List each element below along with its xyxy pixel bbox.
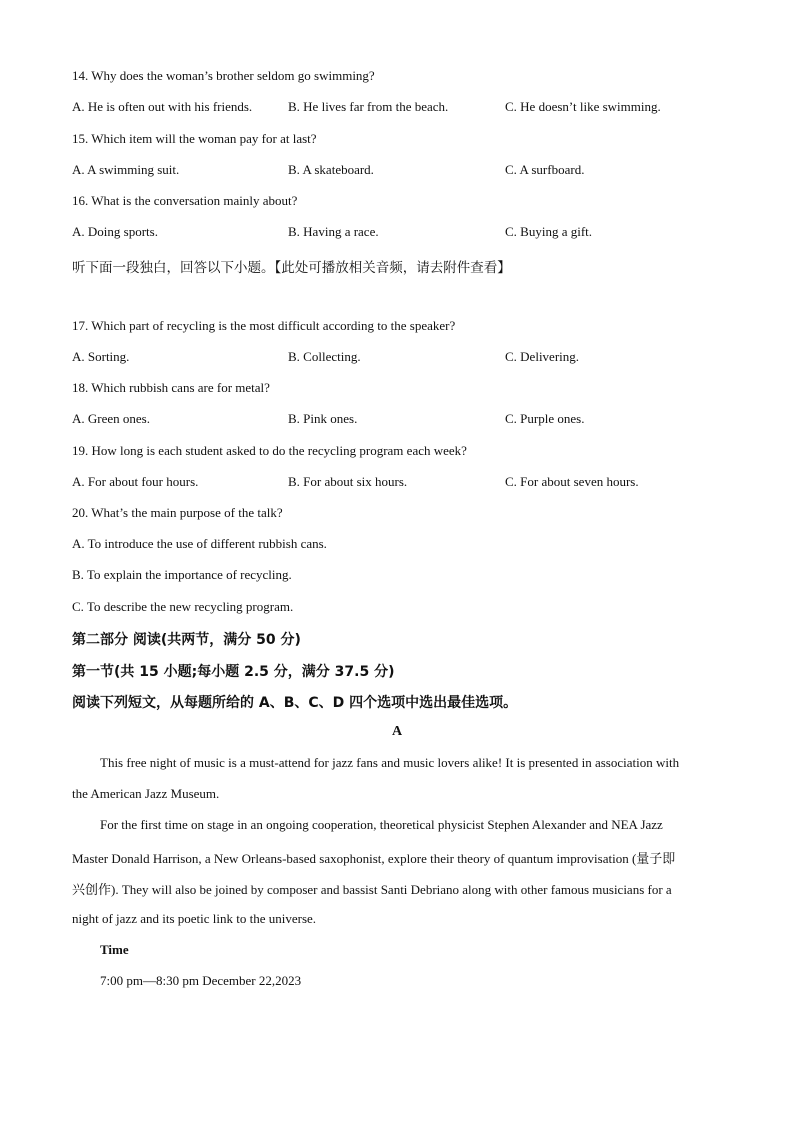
question-18-stem: 18. Which rubbish cans are for metal?: [72, 380, 270, 395]
q14-option-a: A. He is often out with his friends.: [72, 99, 253, 114]
question-20-stem: 20. What’s the main purpose of the talk?: [72, 505, 283, 520]
passage-p2-line4: night of jazz and its poetic link to the universe.: [72, 911, 317, 926]
passage-p2-line1: For the first time on stage in an ongoing cooperation, theoretical physicist Stephen Alexander and NEA Jazz: [100, 817, 663, 832]
q17-option-b: B. Collecting.: [288, 349, 361, 364]
q17-option-a: A. Sorting.: [72, 349, 130, 364]
q17-option-c: C. Delivering.: [505, 349, 580, 364]
q15-option-b: B. A skateboard.: [288, 162, 374, 177]
q18-option-c: C. Purple ones.: [505, 411, 585, 426]
passage-p1-line1: This free night of music is a must-attend for jazz fans and music lovers alike! It is presented in association with: [100, 755, 680, 770]
q20-option-a: A. To introduce the use of different rubbish cans.: [72, 536, 327, 551]
question-15-stem: 15. Which item will the woman pay for at last?: [72, 131, 317, 146]
q19-option-b: B. For about six hours.: [288, 474, 408, 489]
reading-section-title: 第一节(共 15 小题;每小题 2.5 分，满分 37.5 分): [72, 664, 395, 680]
q16-option-b: B. Having a race.: [288, 224, 379, 239]
q20-option-c: C. To describe the new recycling program.: [72, 599, 294, 614]
time-label: Time: [100, 942, 129, 957]
question-16-stem: 16. What is the conversation mainly about?: [72, 193, 298, 208]
q14-option-c: C. He doesn’t like swimming.: [505, 99, 661, 114]
q15-option-c: C. A surfboard.: [505, 162, 585, 177]
passage-p1-line2: the American Jazz Museum.: [72, 786, 220, 801]
reading-part-title: 第二部分 阅读(共两节，满分 50 分): [72, 632, 301, 648]
question-17-stem: 17. Which part of recycling is the most difficult according to the speaker?: [72, 318, 456, 333]
q18-option-a: A. Green ones.: [72, 411, 150, 426]
question-14-stem: 14. Why does the woman’s brother seldom go swimming?: [72, 68, 375, 83]
q18-option-b: B. Pink ones.: [288, 411, 358, 426]
q15-option-a: A. A swimming suit.: [72, 162, 180, 177]
q19-option-c: C. For about seven hours.: [505, 474, 639, 489]
q19-option-a: A. For about four hours.: [72, 474, 199, 489]
monologue-instruction: 听下面一段独白，回答以下小题。【此处可播放相关音频，请去附件查看】: [72, 260, 511, 276]
time-value: 7:00 pm—8:30 pm December 22,2023: [100, 973, 302, 988]
passage-label: A: [391, 724, 403, 739]
passage-p2-line3: 兴创作). They will also be joined by composer and bassist Santi Debriano along with other famous musicians for a: [72, 882, 672, 897]
q20-option-b: B. To explain the importance of recycling.: [72, 567, 292, 582]
question-19-stem: 19. How long is each student asked to do the recycling program each week?: [72, 443, 467, 458]
q14-option-b: B. He lives far from the beach.: [288, 99, 449, 114]
q16-option-a: A. Doing sports.: [72, 224, 158, 239]
passage-p2-line2: Master Donald Harrison, a New Orleans-based saxophonist, explore their theory of quantum improvisation (量子即: [72, 851, 676, 866]
q16-option-c: C. Buying a gift.: [505, 224, 593, 239]
reading-instruction: 阅读下列短文，从每题所给的 A、B、C、D 四个选项中选出最佳选项。: [72, 695, 518, 711]
